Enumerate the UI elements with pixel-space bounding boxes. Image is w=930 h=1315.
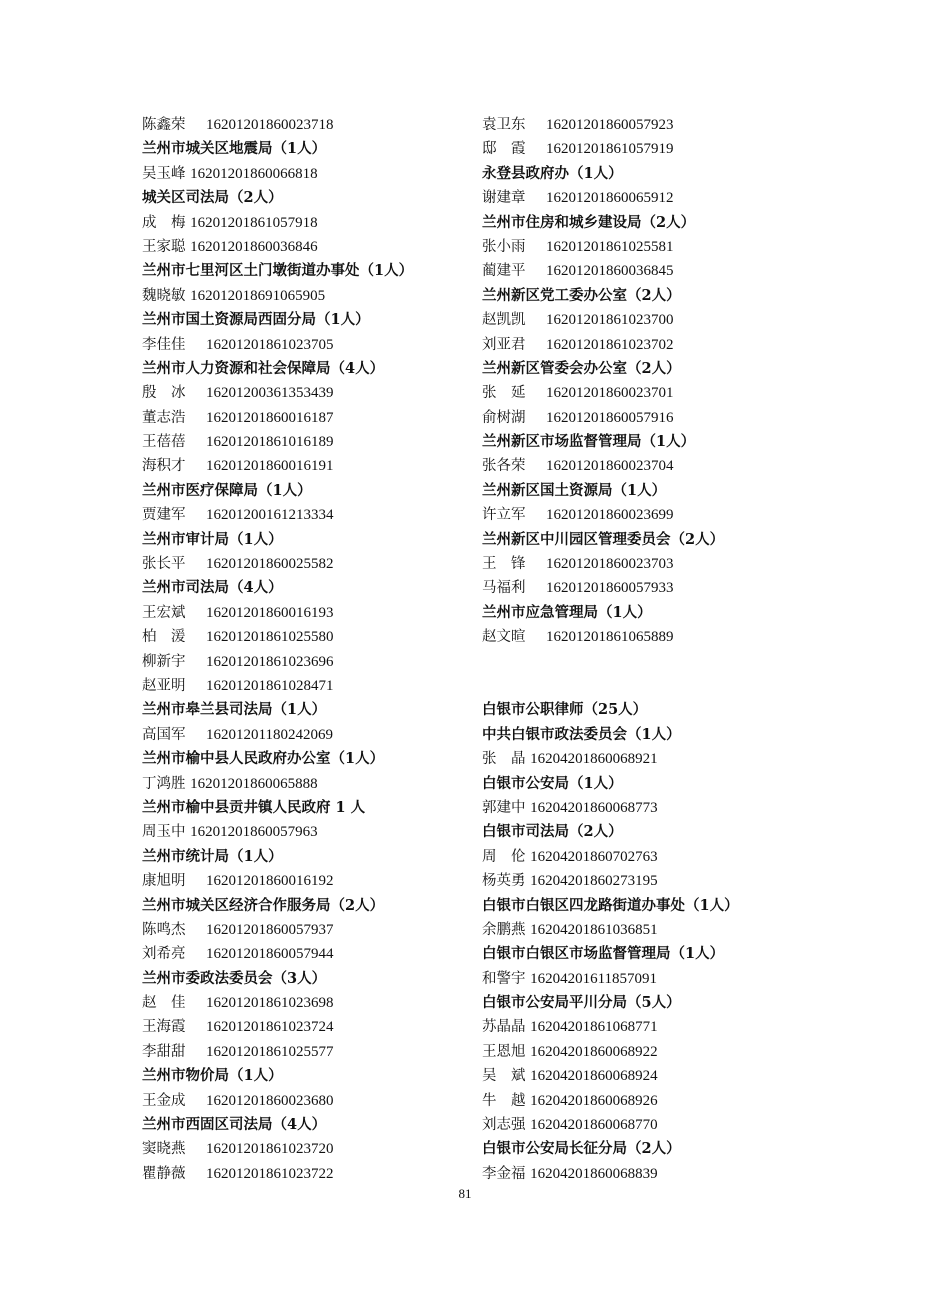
license-number: 16201201860023704 bbox=[546, 458, 674, 475]
license-number: 16201201860065888 bbox=[190, 775, 318, 792]
section-heading: 兰州市榆中县贡井镇人民政府 1 人 bbox=[142, 798, 366, 816]
person-entry bbox=[142, 1137, 472, 1161]
person-name: 谢建章 bbox=[482, 190, 526, 207]
person-name: 康旭明 bbox=[142, 873, 186, 890]
license-number: 16201201860057944 bbox=[206, 946, 334, 963]
license-number: 16201201861023720 bbox=[206, 1141, 334, 1158]
section-heading: 兰州市国土资源局西固分局（1人） bbox=[142, 311, 370, 329]
person-entry bbox=[482, 503, 812, 527]
section-heading: 白银市公职律师（25人） bbox=[482, 701, 648, 719]
person-entry bbox=[482, 308, 812, 332]
license-number: 16201201860023699 bbox=[546, 507, 674, 524]
person-entry bbox=[142, 211, 472, 235]
person-name: 柳新宇 bbox=[142, 653, 186, 670]
person-entry bbox=[482, 625, 812, 649]
section-heading: 兰州新区市场监督管理局（1人） bbox=[482, 433, 696, 451]
license-number: 16201201861023700 bbox=[546, 312, 674, 329]
person-entry bbox=[142, 942, 472, 966]
section-heading: 永登县政府办（1人） bbox=[482, 164, 623, 182]
person-name: 王宏斌 bbox=[142, 604, 186, 621]
license-number: 16201201861023702 bbox=[546, 336, 674, 353]
person-name: 邸 霞 bbox=[482, 141, 526, 158]
license-number: 16204201860068926 bbox=[530, 1092, 658, 1109]
person-entry bbox=[482, 186, 812, 210]
license-number: 16201201861023724 bbox=[206, 1019, 334, 1036]
person-entry bbox=[142, 235, 472, 259]
section-heading: 白银市司法局（2人） bbox=[482, 823, 623, 841]
person-name: 张 晶 bbox=[482, 751, 526, 768]
license-number: 16201201860016192 bbox=[206, 873, 334, 890]
person-entry bbox=[142, 503, 472, 527]
person-name: 袁卫东 bbox=[482, 117, 526, 133]
license-number: 16201201861065889 bbox=[546, 629, 674, 646]
person-name: 王恩旭 bbox=[482, 1043, 526, 1060]
person-name: 俞树湖 bbox=[482, 409, 526, 426]
person-name: 赵 佳 bbox=[142, 995, 186, 1012]
section-heading: 兰州新区国土资源局（1人） bbox=[482, 481, 667, 499]
license-number: 16201201861023705 bbox=[206, 336, 334, 353]
license-number: 16201201180242069 bbox=[206, 726, 333, 743]
person-name: 蔺建平 bbox=[482, 263, 526, 280]
person-name: 郭建中 bbox=[482, 799, 526, 816]
section-heading: 兰州市西固区司法局（4人） bbox=[142, 1116, 327, 1134]
person-entry bbox=[142, 406, 472, 430]
person-name: 赵凯凯 bbox=[482, 312, 526, 329]
person-entry bbox=[142, 1089, 472, 1113]
person-entry bbox=[142, 772, 472, 796]
license-number: 16201201860016187 bbox=[206, 409, 334, 426]
person-entry bbox=[142, 1015, 472, 1039]
person-entry bbox=[142, 918, 472, 942]
person-name: 丁鸿胜 bbox=[142, 775, 186, 792]
page-number: 81 bbox=[458, 1186, 472, 1201]
person-entry bbox=[482, 235, 812, 259]
person-name: 刘亚君 bbox=[482, 336, 526, 353]
person-name: 刘希亮 bbox=[142, 946, 186, 963]
license-number: 16201201860057933 bbox=[546, 580, 674, 597]
person-entry bbox=[142, 723, 472, 747]
person-entry bbox=[482, 1064, 812, 1088]
person-name: 李金福 bbox=[482, 1165, 526, 1182]
person-entry bbox=[482, 333, 812, 357]
person-name: 王蓓蓓 bbox=[142, 434, 186, 451]
person-name: 李甜甜 bbox=[142, 1043, 186, 1060]
person-entry bbox=[142, 1040, 472, 1064]
person-name: 苏晶晶 bbox=[482, 1019, 526, 1036]
section-heading: 兰州市城关区经济合作服务局（2人） bbox=[142, 896, 385, 914]
person-entry bbox=[142, 991, 472, 1015]
license-number: 16201201860036845 bbox=[546, 263, 674, 280]
person-entry bbox=[482, 381, 812, 405]
license-number: 16204201860068839 bbox=[530, 1165, 658, 1182]
person-name: 张各荣 bbox=[482, 458, 526, 475]
person-entry bbox=[142, 1162, 472, 1186]
license-number: 16201201861023722 bbox=[206, 1165, 334, 1182]
license-number: 16204201860068922 bbox=[530, 1043, 658, 1060]
license-number: 16201201860057916 bbox=[546, 409, 674, 426]
person-entry bbox=[142, 284, 472, 308]
section-heading: 兰州市审计局（1人） bbox=[142, 530, 283, 548]
person-entry bbox=[142, 381, 472, 405]
license-number: 16201201861028471 bbox=[206, 677, 334, 694]
license-number: 16204201860068924 bbox=[530, 1068, 658, 1085]
person-name: 成 梅 bbox=[142, 214, 186, 231]
license-number: 16201201861025581 bbox=[546, 238, 674, 255]
person-entry bbox=[482, 1040, 812, 1064]
person-entry bbox=[142, 113, 472, 137]
section-heading: 兰州新区党工委办公室（2人） bbox=[482, 286, 681, 304]
license-number: 16201201860066818 bbox=[190, 165, 318, 182]
person-name: 吴 斌 bbox=[482, 1068, 526, 1085]
person-name: 陈鸣杰 bbox=[142, 921, 186, 938]
section-heading: 兰州市统计局（1人） bbox=[142, 847, 283, 865]
section-heading: 兰州市皋兰县司法局（1人） bbox=[142, 701, 327, 719]
license-number: 16204201860273195 bbox=[530, 873, 658, 890]
person-entry bbox=[142, 601, 472, 625]
license-number: 16201201860065912 bbox=[546, 190, 674, 207]
person-name: 杨英勇 bbox=[482, 873, 526, 890]
right-column bbox=[482, 113, 812, 1186]
person-name: 赵文暄 bbox=[482, 629, 526, 646]
person-entry bbox=[482, 406, 812, 430]
person-name: 赵亚明 bbox=[142, 677, 186, 694]
license-number: 16201201860057923 bbox=[546, 117, 674, 133]
license-number: 16204201860068773 bbox=[530, 799, 658, 816]
person-entry bbox=[482, 113, 812, 137]
person-entry bbox=[482, 259, 812, 283]
license-number: 16204201861036851 bbox=[530, 921, 658, 938]
person-entry bbox=[482, 918, 812, 942]
person-entry bbox=[142, 820, 472, 844]
license-number: 16201201860057937 bbox=[206, 921, 334, 938]
person-name: 董志浩 bbox=[142, 409, 186, 426]
person-entry bbox=[142, 625, 472, 649]
person-entry bbox=[142, 552, 472, 576]
license-number: 162012018691065905 bbox=[190, 287, 326, 304]
license-number: 16201201860023680 bbox=[206, 1092, 334, 1109]
person-name: 牛 越 bbox=[482, 1092, 526, 1109]
license-number: 16201201861023696 bbox=[206, 653, 334, 670]
person-entry bbox=[482, 845, 812, 869]
license-number: 16201201860023718 bbox=[206, 117, 334, 133]
license-number: 16201201861025577 bbox=[206, 1043, 334, 1060]
license-number: 16201201860016191 bbox=[206, 458, 334, 475]
person-name: 周玉中 bbox=[142, 824, 186, 841]
person-name: 王海霞 bbox=[142, 1019, 186, 1036]
person-name: 柏 湲 bbox=[142, 629, 186, 646]
blank-line bbox=[482, 674, 812, 698]
person-entry bbox=[482, 137, 812, 161]
license-number: 16201201860023703 bbox=[546, 556, 674, 573]
person-entry bbox=[482, 552, 812, 576]
person-name: 刘志强 bbox=[482, 1117, 526, 1134]
blank-line bbox=[482, 650, 812, 674]
license-number: 16201201861025580 bbox=[206, 629, 334, 646]
person-name: 贾建军 bbox=[142, 507, 186, 524]
section-heading: 兰州市医疗保障局（1人） bbox=[142, 481, 312, 499]
person-entry bbox=[142, 333, 472, 357]
person-entry bbox=[142, 430, 472, 454]
person-name: 吴玉峰 bbox=[142, 165, 186, 182]
person-name: 海积才 bbox=[142, 458, 186, 475]
section-heading: 白银市公安局平川分局（5人） bbox=[482, 994, 681, 1012]
section-heading: 兰州市应急管理局（1人） bbox=[482, 603, 652, 621]
section-heading: 白银市白银区四龙路街道办事处（1人） bbox=[482, 896, 739, 914]
person-name: 王家聪 bbox=[142, 238, 186, 255]
section-heading: 兰州市七里河区土门墩街道办事处（1人） bbox=[142, 262, 414, 280]
person-entry bbox=[482, 1113, 812, 1137]
license-number: 16201201860025582 bbox=[206, 556, 334, 573]
person-entry bbox=[482, 967, 812, 991]
left-column bbox=[142, 113, 472, 1186]
person-entry bbox=[482, 576, 812, 600]
section-heading: 白银市白银区市场监督管理局（1人） bbox=[482, 945, 725, 963]
license-number: 16201200361353439 bbox=[206, 385, 334, 402]
person-name: 魏晓敏 bbox=[142, 287, 186, 304]
license-number: 16201201860036846 bbox=[190, 238, 318, 255]
person-entry bbox=[482, 1089, 812, 1113]
person-name: 马福利 bbox=[482, 580, 526, 597]
section-heading: 中共白银市政法委员会（1人） bbox=[482, 725, 681, 743]
license-number: 16201201861016189 bbox=[206, 434, 334, 451]
section-heading: 兰州市住房和城乡建设局（2人） bbox=[482, 213, 696, 231]
person-name: 王金成 bbox=[142, 1092, 186, 1109]
person-entry bbox=[482, 796, 812, 820]
license-number: 16201201861057919 bbox=[546, 141, 674, 158]
person-name: 和警宇 bbox=[482, 970, 526, 987]
person-name: 张 延 bbox=[482, 385, 526, 402]
person-entry bbox=[482, 1162, 812, 1186]
license-number: 16204201860702763 bbox=[530, 848, 658, 865]
person-entry bbox=[142, 869, 472, 893]
person-name: 周 伦 bbox=[482, 848, 526, 865]
section-heading: 兰州市物价局（1人） bbox=[142, 1067, 283, 1085]
section-heading: 兰州市城关区地震局（1人） bbox=[142, 140, 327, 158]
person-entry bbox=[142, 454, 472, 478]
person-entry bbox=[482, 1015, 812, 1039]
person-name: 张长平 bbox=[142, 556, 186, 573]
person-name: 许立军 bbox=[482, 507, 526, 524]
license-number: 16204201860068770 bbox=[530, 1117, 658, 1134]
section-heading: 兰州市司法局（4人） bbox=[142, 579, 283, 597]
person-entry bbox=[142, 650, 472, 674]
section-heading: 白银市公安局长征分局（2人） bbox=[482, 1140, 681, 1158]
license-number: 16204201861068771 bbox=[530, 1019, 658, 1036]
section-heading: 兰州新区中川园区管理委员会（2人） bbox=[482, 530, 725, 548]
license-number: 16201201860023701 bbox=[546, 385, 674, 402]
person-name: 陈鑫荣 bbox=[142, 117, 186, 133]
license-number: 16201201860057963 bbox=[190, 824, 318, 841]
person-name: 张小雨 bbox=[482, 238, 526, 255]
license-number: 16201201860016193 bbox=[206, 604, 334, 621]
person-name: 殷 冰 bbox=[142, 385, 186, 402]
person-name: 高国军 bbox=[142, 726, 186, 743]
person-name: 王 锋 bbox=[482, 556, 526, 573]
license-number: 16201200161213334 bbox=[206, 507, 334, 524]
person-entry bbox=[142, 674, 472, 698]
person-entry bbox=[482, 869, 812, 893]
section-heading: 兰州市人力资源和社会保障局（4人） bbox=[142, 359, 385, 377]
person-name: 李佳佳 bbox=[142, 336, 186, 353]
license-number: 16204201860068921 bbox=[530, 751, 658, 768]
license-number: 16201201861023698 bbox=[206, 995, 334, 1012]
section-heading: 兰州市委政法委员会（3人） bbox=[142, 969, 327, 987]
person-entry bbox=[142, 162, 472, 186]
person-name: 窦晓燕 bbox=[142, 1141, 186, 1158]
section-heading: 兰州新区管委会办公室（2人） bbox=[482, 359, 681, 377]
person-name: 瞿静薇 bbox=[142, 1165, 186, 1182]
person-name: 余鹏燕 bbox=[482, 921, 526, 938]
license-number: 16204201611857091 bbox=[530, 970, 658, 987]
person-entry bbox=[482, 454, 812, 478]
section-heading: 兰州市榆中县人民政府办公室（1人） bbox=[142, 750, 385, 768]
section-heading: 白银市公安局（1人） bbox=[482, 774, 623, 792]
person-entry bbox=[482, 747, 812, 771]
license-number: 16201201861057918 bbox=[190, 214, 318, 231]
section-heading: 城关区司法局（2人） bbox=[142, 189, 283, 207]
